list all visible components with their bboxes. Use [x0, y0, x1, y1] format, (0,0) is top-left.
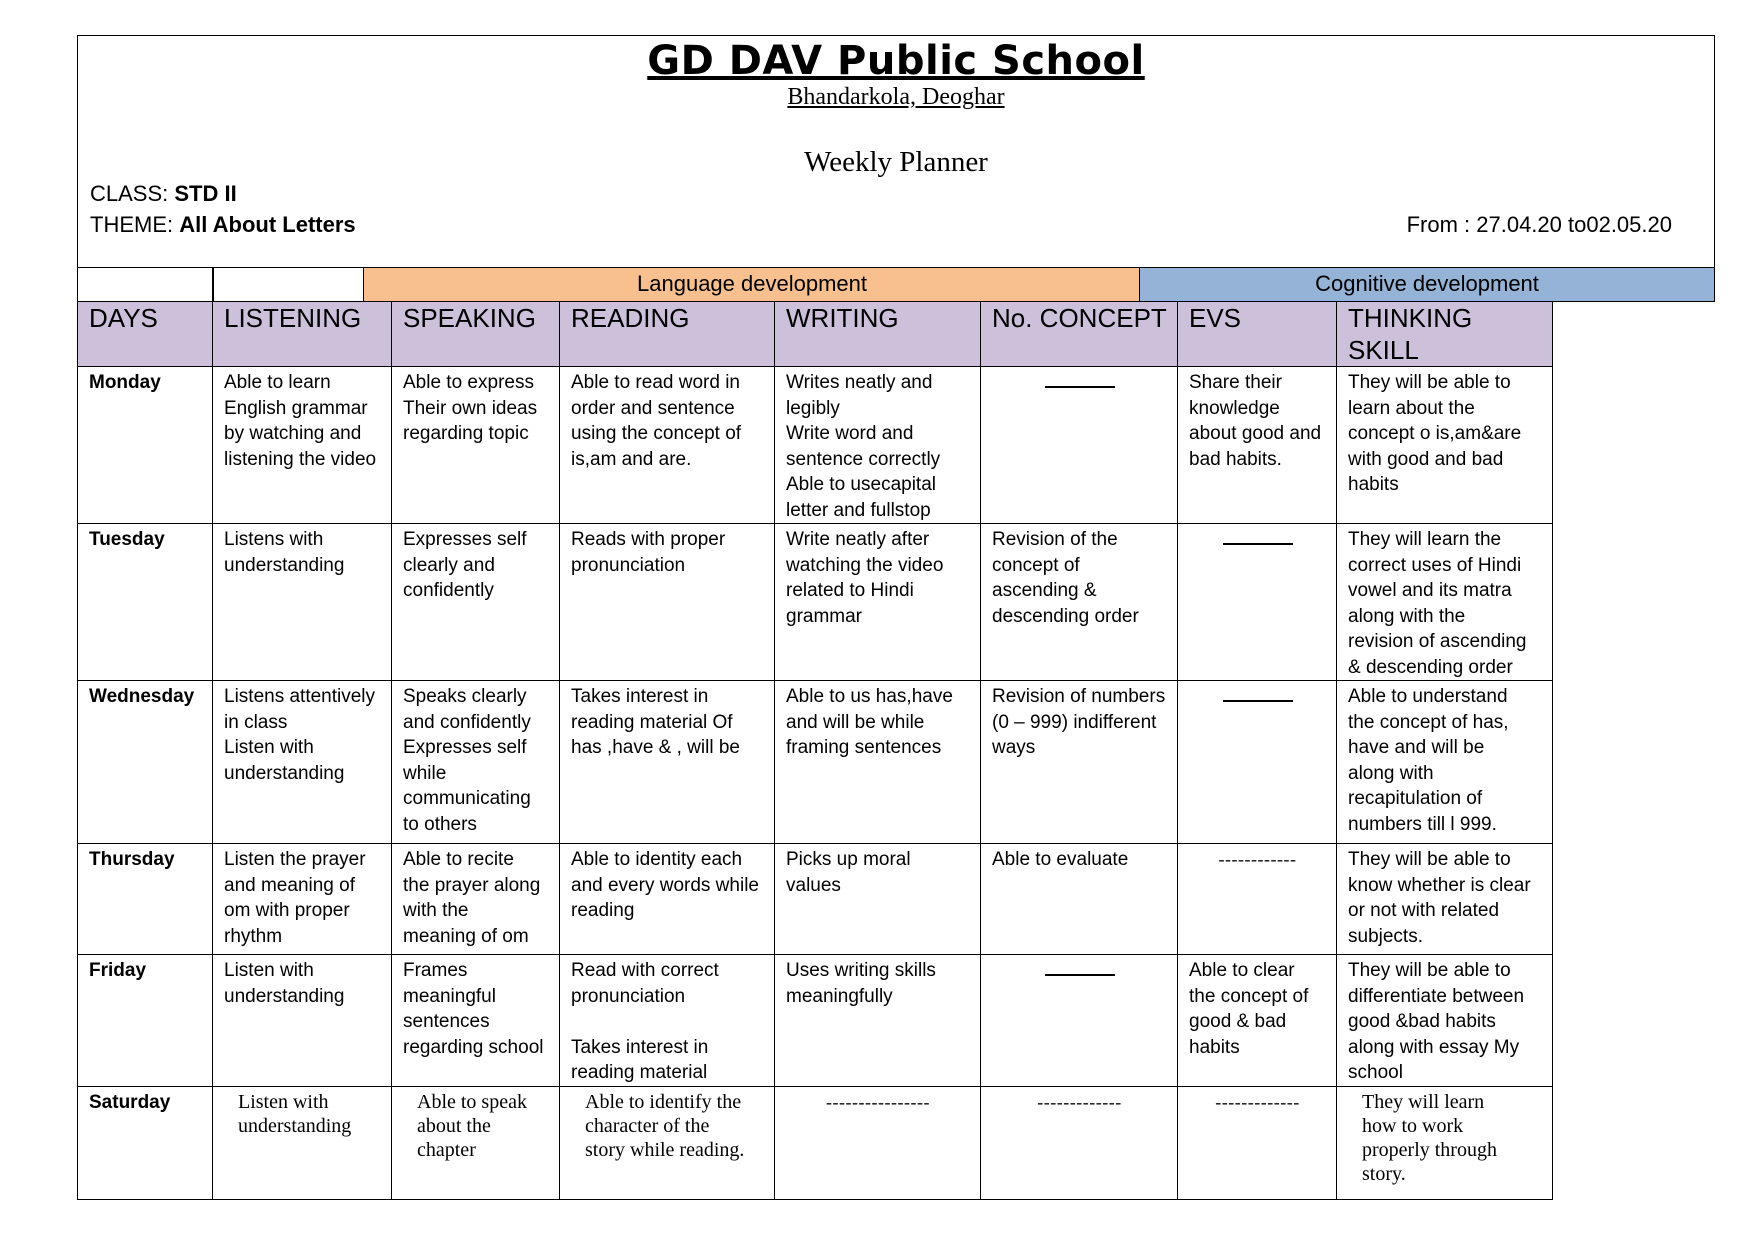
cell-text: Able to understand the concept of has, have and will be along with recapitulation of numbers till l 999.: [1348, 686, 1509, 835]
cell-text: They will be able to know whether is clear or not with related subjects.: [1348, 849, 1531, 947]
cell-number-concept: [981, 1086, 1178, 1199]
cell-text: Listens with understanding: [224, 529, 345, 576]
cell-thinking-skill: [1337, 524, 1553, 681]
cell-text: Takes interest in reading material Of has ,have & , will be: [571, 686, 740, 758]
col-reading: READING: [560, 302, 775, 367]
cell-reading: [560, 681, 775, 844]
cell-text: Expresses self clearly and confidently: [403, 529, 527, 601]
cell-writing: [775, 681, 981, 844]
group-cognitive-development: Cognitive development: [1139, 267, 1715, 302]
cell-speaking: [392, 367, 560, 524]
cell-number-concept: [981, 367, 1178, 524]
cell-text: Able to identify the character of the story while reading.: [585, 1090, 745, 1161]
cell-number-concept: [981, 844, 1178, 955]
cell-text: Able to identity each and every words while reading: [571, 849, 759, 921]
cell-writing: [775, 524, 981, 681]
cell-text: Able to evaluate: [992, 849, 1129, 870]
cell-text: Speaks clearly and confidently Expresses self while communicating to others: [403, 686, 531, 835]
cell-text: Able to us has,have and will be while framing sentences: [786, 686, 953, 758]
cell-listening: [213, 844, 392, 955]
cell-text: Picks up moral values: [786, 849, 911, 896]
cell-text: Revision of the concept of ascending & descending order: [992, 529, 1139, 627]
cell-thinking-skill: [1337, 955, 1553, 1087]
cell-text: Listen with understanding: [238, 1090, 352, 1137]
cell-listening: [213, 955, 392, 1087]
cell-evs: [1178, 1086, 1337, 1199]
cell-text: They will be able to learn about the concept o is,am&are with good and bad habits: [1348, 372, 1522, 495]
day-cell: Monday: [78, 367, 213, 524]
blank-line: [1223, 542, 1293, 545]
cell-writing: [775, 844, 981, 955]
date-range: From : 27.04.20 to02.05.20: [1406, 212, 1672, 237]
cell-text: They will be able to differentiate between good &bad habits along with essay My school: [1348, 960, 1525, 1083]
cell-evs: [1178, 844, 1337, 955]
cell-thinking-skill: [1337, 844, 1553, 955]
group-language-development: Language development: [363, 267, 1141, 302]
day-cell: Thursday: [78, 844, 213, 955]
blank-line: [1045, 973, 1115, 976]
group-blank-listening: [212, 267, 365, 302]
cell-text: Uses writing skills meaningfully: [786, 960, 936, 1007]
theme-line: [90, 212, 356, 238]
cell-listening: [213, 681, 392, 844]
cell-text: They will learn the correct uses of Hindi vowel and its matra along with the revision of ascending & descending order: [1348, 529, 1527, 678]
theme-value: All About Letters: [179, 212, 356, 237]
cell-evs: [1178, 367, 1337, 524]
cell-evs: [1178, 955, 1337, 1087]
table-row: [78, 844, 1553, 955]
cell-text: Listens attentively in class Listen with understanding: [224, 686, 376, 784]
cell-text: They will learn how to work properly through story.: [1362, 1090, 1497, 1185]
cell-speaking: [392, 1086, 560, 1199]
theme-label: THEME:: [90, 212, 180, 237]
col-speaking: SPEAKING: [392, 302, 560, 367]
cell-reading: [560, 1086, 775, 1199]
cell-speaking: [392, 955, 560, 1087]
cell-text: Revision of numbers (0 – 999) indifferent ways: [992, 686, 1166, 758]
table-row: [78, 955, 1553, 1087]
table-row: [78, 681, 1553, 844]
cell-evs: [1178, 524, 1337, 681]
cell-speaking: [392, 844, 560, 955]
cell-number-concept: [981, 524, 1178, 681]
col-writing: WRITING: [775, 302, 981, 367]
cell-number-concept: [981, 955, 1178, 1087]
cell-listening: [213, 1086, 392, 1199]
class-line: [90, 181, 237, 207]
col-evs: EVS: [1178, 302, 1337, 367]
day-cell: Tuesday: [78, 524, 213, 681]
column-header-row: [78, 302, 1553, 367]
dash-placeholder: ------------: [1218, 849, 1297, 869]
cell-speaking: [392, 681, 560, 844]
cell-thinking-skill: [1337, 1086, 1553, 1199]
table-row: [78, 1086, 1553, 1199]
col-number-concept: No. CONCEPT: [981, 302, 1178, 367]
cell-text: Writes neatly and legibly Write word and sentence correctly Able to usecapital letter and fullstop: [786, 372, 941, 521]
planner-table: [77, 301, 1553, 1200]
cell-text: Able to read word in order and sentence using the concept of is,am and are.: [571, 372, 742, 470]
table-row: [78, 524, 1553, 681]
day-cell: Wednesday: [78, 681, 213, 844]
dash-placeholder: ----------------: [826, 1091, 930, 1112]
header-box: [77, 35, 1715, 268]
cell-text: Able to express Their own ideas regarding topic: [403, 372, 538, 444]
school-name: GD DAV Public School: [647, 38, 1145, 84]
class-value: STD II: [174, 181, 237, 206]
cell-reading: [560, 367, 775, 524]
cell-writing: [775, 955, 981, 1087]
cell-reading: [560, 844, 775, 955]
cell-text: Read with correct pronunciation Takes interest in reading material: [571, 960, 719, 1083]
cell-text: Reads with proper pronunciation: [571, 529, 726, 576]
dash-placeholder: -------------: [1037, 1091, 1122, 1112]
blank-line: [1045, 385, 1115, 388]
cell-thinking-skill: [1337, 367, 1553, 524]
group-blank-days: [77, 267, 214, 302]
table-row: [78, 367, 1553, 524]
cell-number-concept: [981, 681, 1178, 844]
cell-text: Able to learn English grammar by watching and listening the video: [224, 372, 377, 470]
col-listening: LISTENING: [213, 302, 392, 367]
cell-text: Able to speak about the chapter: [417, 1090, 527, 1161]
cell-text: Write neatly after watching the video related to Hindi grammar: [786, 529, 944, 627]
cell-text: Able to clear the concept of good & bad habits: [1189, 960, 1309, 1058]
cell-thinking-skill: [1337, 681, 1553, 844]
cell-speaking: [392, 524, 560, 681]
cell-reading: [560, 524, 775, 681]
dash-placeholder: -------------: [1215, 1091, 1300, 1112]
day-cell: Saturday: [78, 1086, 213, 1199]
cell-writing: [775, 367, 981, 524]
cell-text: Listen the prayer and meaning of om with proper rhythm: [224, 849, 366, 947]
day-cell: Friday: [78, 955, 213, 1087]
cell-listening: [213, 367, 392, 524]
cell-text: Share their knowledge about good and bad habits.: [1189, 372, 1322, 470]
planner-title: Weekly Planner: [804, 146, 988, 178]
col-thinking-skill: THINKING SKILL: [1337, 302, 1553, 367]
class-label: CLASS:: [90, 181, 175, 206]
cell-writing: [775, 1086, 981, 1199]
cell-text: Frames meaningful sentences regarding school: [403, 960, 544, 1058]
cell-reading: [560, 955, 775, 1087]
cell-evs: [1178, 681, 1337, 844]
cell-text: Able to recite the prayer along with the meaning of om: [403, 849, 541, 947]
school-address: Bhandarkola, Deoghar: [787, 84, 1005, 110]
cell-text: Listen with understanding: [224, 960, 345, 1007]
blank-line: [1223, 699, 1293, 702]
col-days: DAYS: [78, 302, 213, 367]
cell-listening: [213, 524, 392, 681]
